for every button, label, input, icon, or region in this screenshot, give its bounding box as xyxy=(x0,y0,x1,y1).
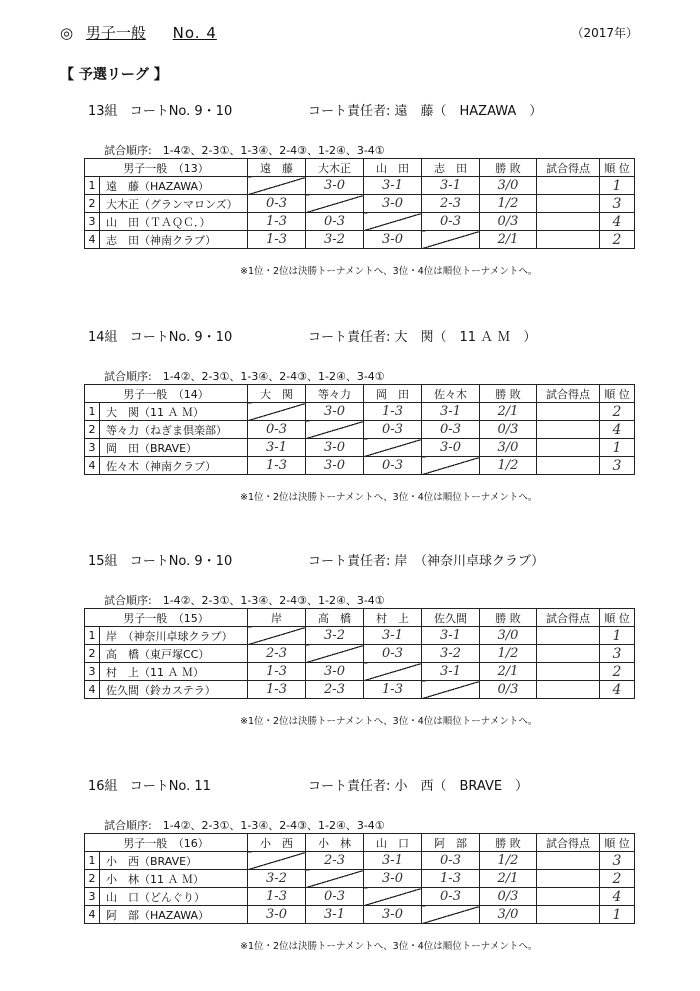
group-header-label: 男子一般 （15） xyxy=(85,609,248,627)
self-match-cell xyxy=(306,421,364,439)
table-header-row xyxy=(85,385,635,403)
rank-cell: 2 xyxy=(600,403,635,421)
self-match-cell xyxy=(422,906,480,924)
match-order: 試合順序: 1-4②、2-3①、1-3④、2-4③、1-2④、3-4① xyxy=(104,819,385,832)
opponent-header: 大 関 xyxy=(248,385,306,403)
points-cell xyxy=(537,439,600,457)
self-match-cell xyxy=(364,213,422,231)
rank-cell: 3 xyxy=(600,195,635,213)
table-row xyxy=(85,627,635,645)
match-score-cell: 3-0 xyxy=(306,177,364,195)
player-number: 2 xyxy=(85,870,100,888)
player-number: 2 xyxy=(85,195,100,213)
match-score-cell: 0-3 xyxy=(422,852,480,870)
player-number: 4 xyxy=(85,681,100,699)
opponent-header: 遠 藤 xyxy=(248,159,306,177)
player-name: 佐々木（神南クラブ） xyxy=(100,457,248,475)
self-match-cell xyxy=(364,663,422,681)
table-row xyxy=(85,403,635,421)
advancement-note: ※1位・2位は決勝トーナメントへ、3位・4位は順位トーナメントへ。 xyxy=(240,716,538,727)
points-cell xyxy=(537,663,600,681)
league-table xyxy=(84,384,635,475)
event-title: 男子一般 xyxy=(85,24,146,42)
win-loss-cell: 0/3 xyxy=(480,888,537,906)
match-score-cell: 0-3 xyxy=(248,421,306,439)
table-row xyxy=(85,421,635,439)
match-score-cell: 1-3 xyxy=(248,681,306,699)
self-match-cell xyxy=(306,195,364,213)
opponent-header: 岸 xyxy=(248,609,306,627)
player-number: 3 xyxy=(85,439,100,457)
points-cell xyxy=(537,852,600,870)
league-table xyxy=(84,158,635,249)
points-cell xyxy=(537,213,600,231)
win-loss-cell: 1/2 xyxy=(480,457,537,475)
match-score-cell: 1-3 xyxy=(248,663,306,681)
win-loss-header: 勝 敗 xyxy=(480,609,537,627)
group-header-label: 男子一般 （13） xyxy=(85,159,248,177)
rank-header: 順 位 xyxy=(600,385,635,403)
group-label: 15組 xyxy=(88,554,118,569)
table-row xyxy=(85,852,635,870)
rank-cell: 1 xyxy=(600,906,635,924)
table-row xyxy=(85,439,635,457)
win-loss-cell: 2/1 xyxy=(480,231,537,249)
win-loss-cell: 3/0 xyxy=(480,439,537,457)
rank-cell: 4 xyxy=(600,213,635,231)
player-name: 志 田（神南クラブ） xyxy=(100,231,248,249)
player-name: 小 林（11 Ａ Ｍ） xyxy=(100,870,248,888)
match-score-cell: 1-3 xyxy=(248,457,306,475)
group-title xyxy=(88,775,529,794)
rank-cell: 2 xyxy=(600,231,635,249)
table-header-row xyxy=(85,159,635,177)
match-score-cell: 3-2 xyxy=(306,627,364,645)
match-score-cell: 1-3 xyxy=(364,403,422,421)
player-number: 4 xyxy=(85,457,100,475)
table-header-row xyxy=(85,609,635,627)
rank-header: 順 位 xyxy=(600,159,635,177)
win-loss-cell: 0/3 xyxy=(480,213,537,231)
rank-header: 順 位 xyxy=(600,609,635,627)
win-loss-cell: 1/2 xyxy=(480,645,537,663)
points-header: 試合得点 xyxy=(537,385,600,403)
win-loss-cell: 2/1 xyxy=(480,870,537,888)
match-score-cell: 0-3 xyxy=(364,645,422,663)
league-table xyxy=(84,608,635,699)
player-number: 3 xyxy=(85,663,100,681)
player-number: 1 xyxy=(85,177,100,195)
page-header xyxy=(60,22,217,43)
court-label: コートNo. 11 xyxy=(129,779,211,794)
group-title xyxy=(88,100,543,119)
self-match-cell xyxy=(422,457,480,475)
self-match-cell xyxy=(248,177,306,195)
player-number: 3 xyxy=(85,888,100,906)
player-name: 遠 藤（HAZAWA） xyxy=(100,177,248,195)
group-title xyxy=(88,326,537,345)
match-score-cell: 3-1 xyxy=(248,439,306,457)
points-header: 試合得点 xyxy=(537,609,600,627)
match-score-cell: 2-3 xyxy=(248,645,306,663)
self-match-cell xyxy=(248,852,306,870)
advancement-note: ※1位・2位は決勝トーナメントへ、3位・4位は順位トーナメントへ。 xyxy=(240,266,538,277)
points-cell xyxy=(537,681,600,699)
match-score-cell: 3-2 xyxy=(306,231,364,249)
player-name: 山 田（ＴＡＱＣ．） xyxy=(100,213,248,231)
points-cell xyxy=(537,645,600,663)
match-score-cell: 2-3 xyxy=(306,681,364,699)
player-number: 2 xyxy=(85,645,100,663)
table-row xyxy=(85,177,635,195)
points-cell xyxy=(537,888,600,906)
player-name: 佐久間（鈴カステラ） xyxy=(100,681,248,699)
group-header-label: 男子一般 （16） xyxy=(85,834,248,852)
match-score-cell: 1-3 xyxy=(248,231,306,249)
group-header-label: 男子一般 （14） xyxy=(85,385,248,403)
match-score-cell: 0-3 xyxy=(364,457,422,475)
rank-cell: 3 xyxy=(600,457,635,475)
match-score-cell: 1-3 xyxy=(248,888,306,906)
court-responsible: コート責任者: 大 関（ 11 Ａ Ｍ ） xyxy=(308,330,537,345)
match-score-cell: 3-0 xyxy=(306,457,364,475)
court-label: コートNo. 9・10 xyxy=(129,104,233,119)
match-order: 試合順序: 1-4②、2-3①、1-3④、2-4③、1-2④、3-4① xyxy=(104,144,385,157)
win-loss-header: 勝 敗 xyxy=(480,159,537,177)
match-order: 試合順序: 1-4②、2-3①、1-3④、2-4③、1-2④、3-4① xyxy=(104,594,385,607)
section-title: 【 予選リーグ 】 xyxy=(60,67,168,83)
year-label: （2017年） xyxy=(571,26,638,40)
match-score-cell: 3-0 xyxy=(306,439,364,457)
player-name: 高 橋（東戸塚CC） xyxy=(100,645,248,663)
court-label: コートNo. 9・10 xyxy=(129,554,233,569)
points-cell xyxy=(537,177,600,195)
opponent-header: 阿 部 xyxy=(422,834,480,852)
court-responsible: コート責任者: 遠 藤（ HAZAWA ） xyxy=(308,104,543,119)
player-name: 大木正（グランマロンズ） xyxy=(100,195,248,213)
match-score-cell: 0-3 xyxy=(422,421,480,439)
win-loss-cell: 3/0 xyxy=(480,177,537,195)
opponent-header: 高 橋 xyxy=(306,609,364,627)
self-match-cell xyxy=(422,681,480,699)
player-number: 1 xyxy=(85,852,100,870)
player-name: 小 西（BRAVE） xyxy=(100,852,248,870)
table-row xyxy=(85,213,635,231)
rank-cell: 1 xyxy=(600,177,635,195)
match-score-cell: 3-1 xyxy=(364,177,422,195)
opponent-header: 山 口 xyxy=(364,834,422,852)
rank-cell: 3 xyxy=(600,645,635,663)
event-number: No. 4 xyxy=(172,24,217,42)
rank-cell: 2 xyxy=(600,870,635,888)
opponent-header: 佐々木 xyxy=(422,385,480,403)
opponent-header: 佐久間 xyxy=(422,609,480,627)
match-score-cell: 3-1 xyxy=(422,177,480,195)
player-number: 3 xyxy=(85,213,100,231)
table-row xyxy=(85,870,635,888)
player-name: 村 上（11 Ａ Ｍ） xyxy=(100,663,248,681)
match-score-cell: 0-3 xyxy=(248,195,306,213)
points-cell xyxy=(537,195,600,213)
player-name: 岸 （神奈川卓球クラブ） xyxy=(100,627,248,645)
advancement-note: ※1位・2位は決勝トーナメントへ、3位・4位は順位トーナメントへ。 xyxy=(240,941,538,952)
match-score-cell: 2-3 xyxy=(422,195,480,213)
points-header: 試合得点 xyxy=(537,834,600,852)
table-header-row xyxy=(85,834,635,852)
opponent-header: 山 田 xyxy=(364,159,422,177)
rank-cell: 2 xyxy=(600,663,635,681)
win-loss-cell: 1/2 xyxy=(480,852,537,870)
match-score-cell: 0-3 xyxy=(422,213,480,231)
rank-cell: 3 xyxy=(600,852,635,870)
match-order: 試合順序: 1-4②、2-3①、1-3④、2-4③、1-2④、3-4① xyxy=(104,370,385,383)
match-score-cell: 2-3 xyxy=(306,852,364,870)
match-score-cell: 3-2 xyxy=(248,870,306,888)
self-match-cell xyxy=(364,439,422,457)
self-match-cell xyxy=(364,888,422,906)
points-cell xyxy=(537,457,600,475)
player-name: 岡 田（BRAVE） xyxy=(100,439,248,457)
points-cell xyxy=(537,870,600,888)
player-name: 山 口（どんぐり） xyxy=(100,888,248,906)
circle-mark-icon: ◎ xyxy=(60,24,74,42)
self-match-cell xyxy=(422,231,480,249)
rank-cell: 4 xyxy=(600,421,635,439)
rank-cell: 1 xyxy=(600,439,635,457)
win-loss-cell: 3/0 xyxy=(480,627,537,645)
player-number: 2 xyxy=(85,421,100,439)
win-loss-cell: 0/3 xyxy=(480,421,537,439)
match-score-cell: 3-0 xyxy=(364,906,422,924)
match-score-cell: 3-0 xyxy=(364,870,422,888)
player-name: 阿 部（HAZAWA） xyxy=(100,906,248,924)
table-row xyxy=(85,195,635,213)
match-score-cell: 3-0 xyxy=(248,906,306,924)
win-loss-cell: 2/1 xyxy=(480,403,537,421)
opponent-header: 小 西 xyxy=(248,834,306,852)
table-row xyxy=(85,645,635,663)
opponent-header: 岡 田 xyxy=(364,385,422,403)
match-score-cell: 3-0 xyxy=(306,403,364,421)
opponent-header: 村 上 xyxy=(364,609,422,627)
group-title xyxy=(88,550,545,569)
rank-cell: 4 xyxy=(600,681,635,699)
points-cell xyxy=(537,906,600,924)
player-name: 大 関（11 Ａ Ｍ） xyxy=(100,403,248,421)
points-cell xyxy=(537,627,600,645)
win-loss-cell: 0/3 xyxy=(480,681,537,699)
match-score-cell: 0-3 xyxy=(364,421,422,439)
points-cell xyxy=(537,403,600,421)
match-score-cell: 1-3 xyxy=(422,870,480,888)
player-number: 1 xyxy=(85,403,100,421)
opponent-header: 等々力 xyxy=(306,385,364,403)
self-match-cell xyxy=(306,645,364,663)
points-cell xyxy=(537,231,600,249)
match-score-cell: 0-3 xyxy=(422,888,480,906)
points-cell xyxy=(537,421,600,439)
match-score-cell: 3-2 xyxy=(422,645,480,663)
player-name: 等々力（ねぎま倶楽部） xyxy=(100,421,248,439)
table-row xyxy=(85,888,635,906)
self-match-cell xyxy=(306,870,364,888)
match-score-cell: 3-1 xyxy=(364,852,422,870)
advancement-note: ※1位・2位は決勝トーナメントへ、3位・4位は順位トーナメントへ。 xyxy=(240,492,538,503)
points-header: 試合得点 xyxy=(537,159,600,177)
match-score-cell: 3-1 xyxy=(364,627,422,645)
match-score-cell: 1-3 xyxy=(364,681,422,699)
match-score-cell: 1-3 xyxy=(248,213,306,231)
group-label: 16組 xyxy=(88,779,118,794)
player-number: 1 xyxy=(85,627,100,645)
match-score-cell: 3-0 xyxy=(364,195,422,213)
match-score-cell: 0-3 xyxy=(306,888,364,906)
group-label: 14組 xyxy=(88,330,118,345)
self-match-cell xyxy=(248,403,306,421)
rank-cell: 1 xyxy=(600,627,635,645)
opponent-header: 大木正 xyxy=(306,159,364,177)
table-row xyxy=(85,906,635,924)
table-row xyxy=(85,663,635,681)
table-row xyxy=(85,681,635,699)
self-match-cell xyxy=(248,627,306,645)
table-row xyxy=(85,457,635,475)
match-score-cell: 0-3 xyxy=(306,213,364,231)
win-loss-cell: 1/2 xyxy=(480,195,537,213)
court-label: コートNo. 9・10 xyxy=(129,330,233,345)
rank-header: 順 位 xyxy=(600,834,635,852)
court-responsible: コート責任者: 岸 （神奈川卓球クラブ） xyxy=(308,554,545,569)
table-row xyxy=(85,231,635,249)
win-loss-cell: 3/0 xyxy=(480,906,537,924)
match-score-cell: 3-1 xyxy=(422,663,480,681)
group-label: 13組 xyxy=(88,104,118,119)
match-score-cell: 3-1 xyxy=(306,906,364,924)
league-table xyxy=(84,833,635,924)
win-loss-cell: 2/1 xyxy=(480,663,537,681)
player-number: 4 xyxy=(85,231,100,249)
win-loss-header: 勝 敗 xyxy=(480,834,537,852)
player-number: 4 xyxy=(85,906,100,924)
match-score-cell: 3-1 xyxy=(422,403,480,421)
match-score-cell: 3-0 xyxy=(306,663,364,681)
win-loss-header: 勝 敗 xyxy=(480,385,537,403)
opponent-header: 小 林 xyxy=(306,834,364,852)
court-responsible: コート責任者: 小 西（ BRAVE ） xyxy=(308,779,529,794)
opponent-header: 志 田 xyxy=(422,159,480,177)
match-score-cell: 3-0 xyxy=(422,439,480,457)
rank-cell: 4 xyxy=(600,888,635,906)
match-score-cell: 3-1 xyxy=(422,627,480,645)
match-score-cell: 3-0 xyxy=(364,231,422,249)
